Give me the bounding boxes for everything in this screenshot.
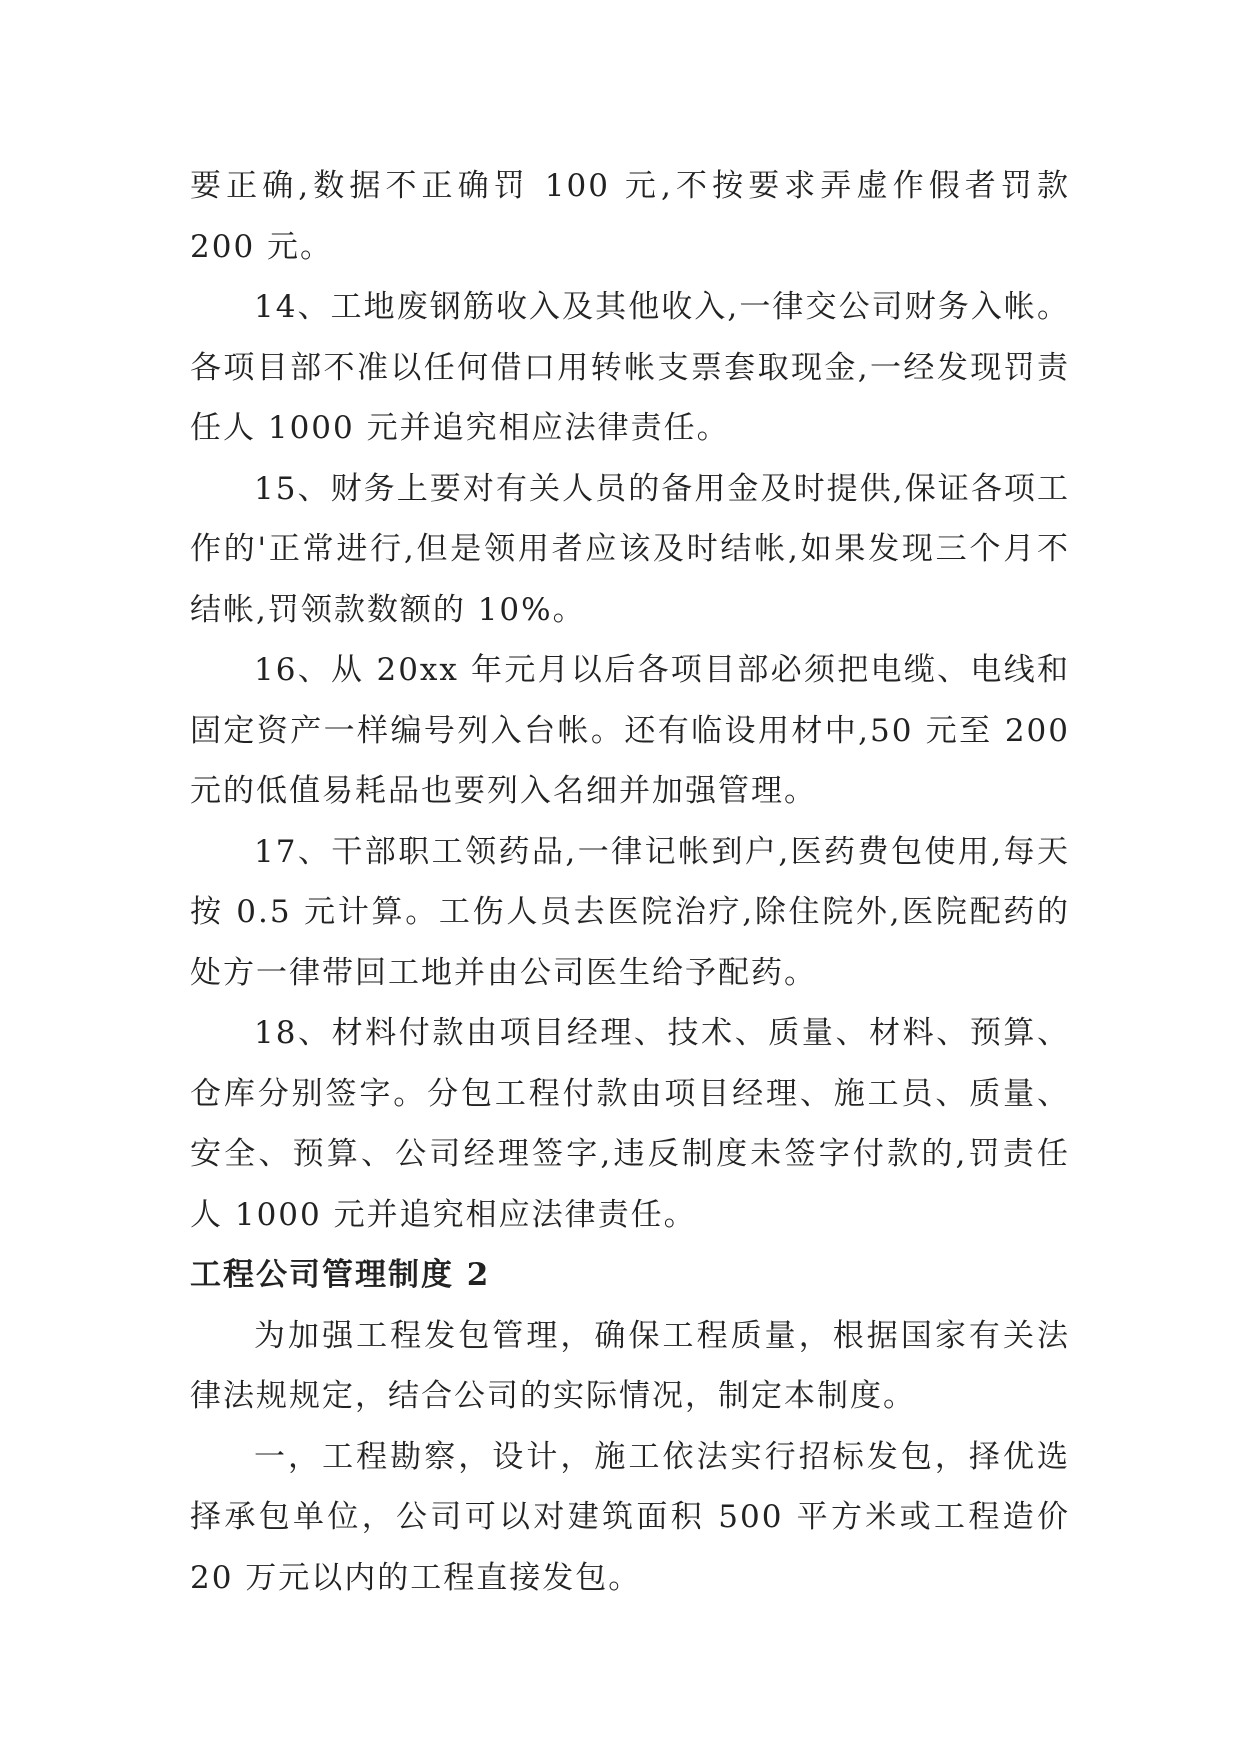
paragraph-section-intro: 为加强工程发包管理，确保工程质量，根据国家有关法律法规规定，结合公司的实际情况，制定本制度。: [190, 1317, 1070, 1414]
paragraph-item-17: 17、干部职工领药品,一律记帐到户,医药费包使用,每天按 0.5 元计算。工伤人员去医院治疗,除住院外,医院配药的处方一律带回工地并由公司医生给予配药。: [190, 833, 1070, 991]
paragraph-continued: 要正确,数据不正确罚 100 元,不按要求弄虚作假者罚款 200 元。: [190, 168, 1070, 265]
section-title: 工程公司管理制度 2: [190, 1257, 491, 1293]
paragraph-section-item-1: 一，工程勘察，设计，施工依法实行招标发包，择优选择承包单位，公司可以对建筑面积 500 平方米或工程造价 20 万元以内的工程直接发包。: [190, 1438, 1070, 1596]
paragraph-item-16: 16、从 20xx 年元月以后各项目部必须把电缆、电线和固定资产一样编号列入台帐。还有临设用材中,50 元至 200 元的低值易耗品也要列入名细并加强管理。: [190, 652, 1070, 809]
paragraph-item-18: 18、材料付款由项目经理、技术、质量、材料、预算、仓库分别签字。分包工程付款由项目经理、施工员、质量、安全、预算、公司经理签字,违反制度未签字付款的,罚责任人 1000 元并追究相应法律责任。: [190, 1015, 1070, 1233]
document-body: [190, 156, 1070, 1608]
paragraph-item-15: 15、财务上要对有关人员的备用金及时提供,保证各项工作的'正常进行,但是领用者应该及时结帐,如果发现三个月不结帐,罚领款数额的 10%。: [190, 470, 1070, 628]
paragraph-item-14: 14、工地废钢筋收入及其他收入,一律交公司财务入帐。各项目部不准以任何借口用转帐支票套取现金,一经发现罚责任人 1000 元并追究相应法律责任。: [190, 289, 1070, 446]
